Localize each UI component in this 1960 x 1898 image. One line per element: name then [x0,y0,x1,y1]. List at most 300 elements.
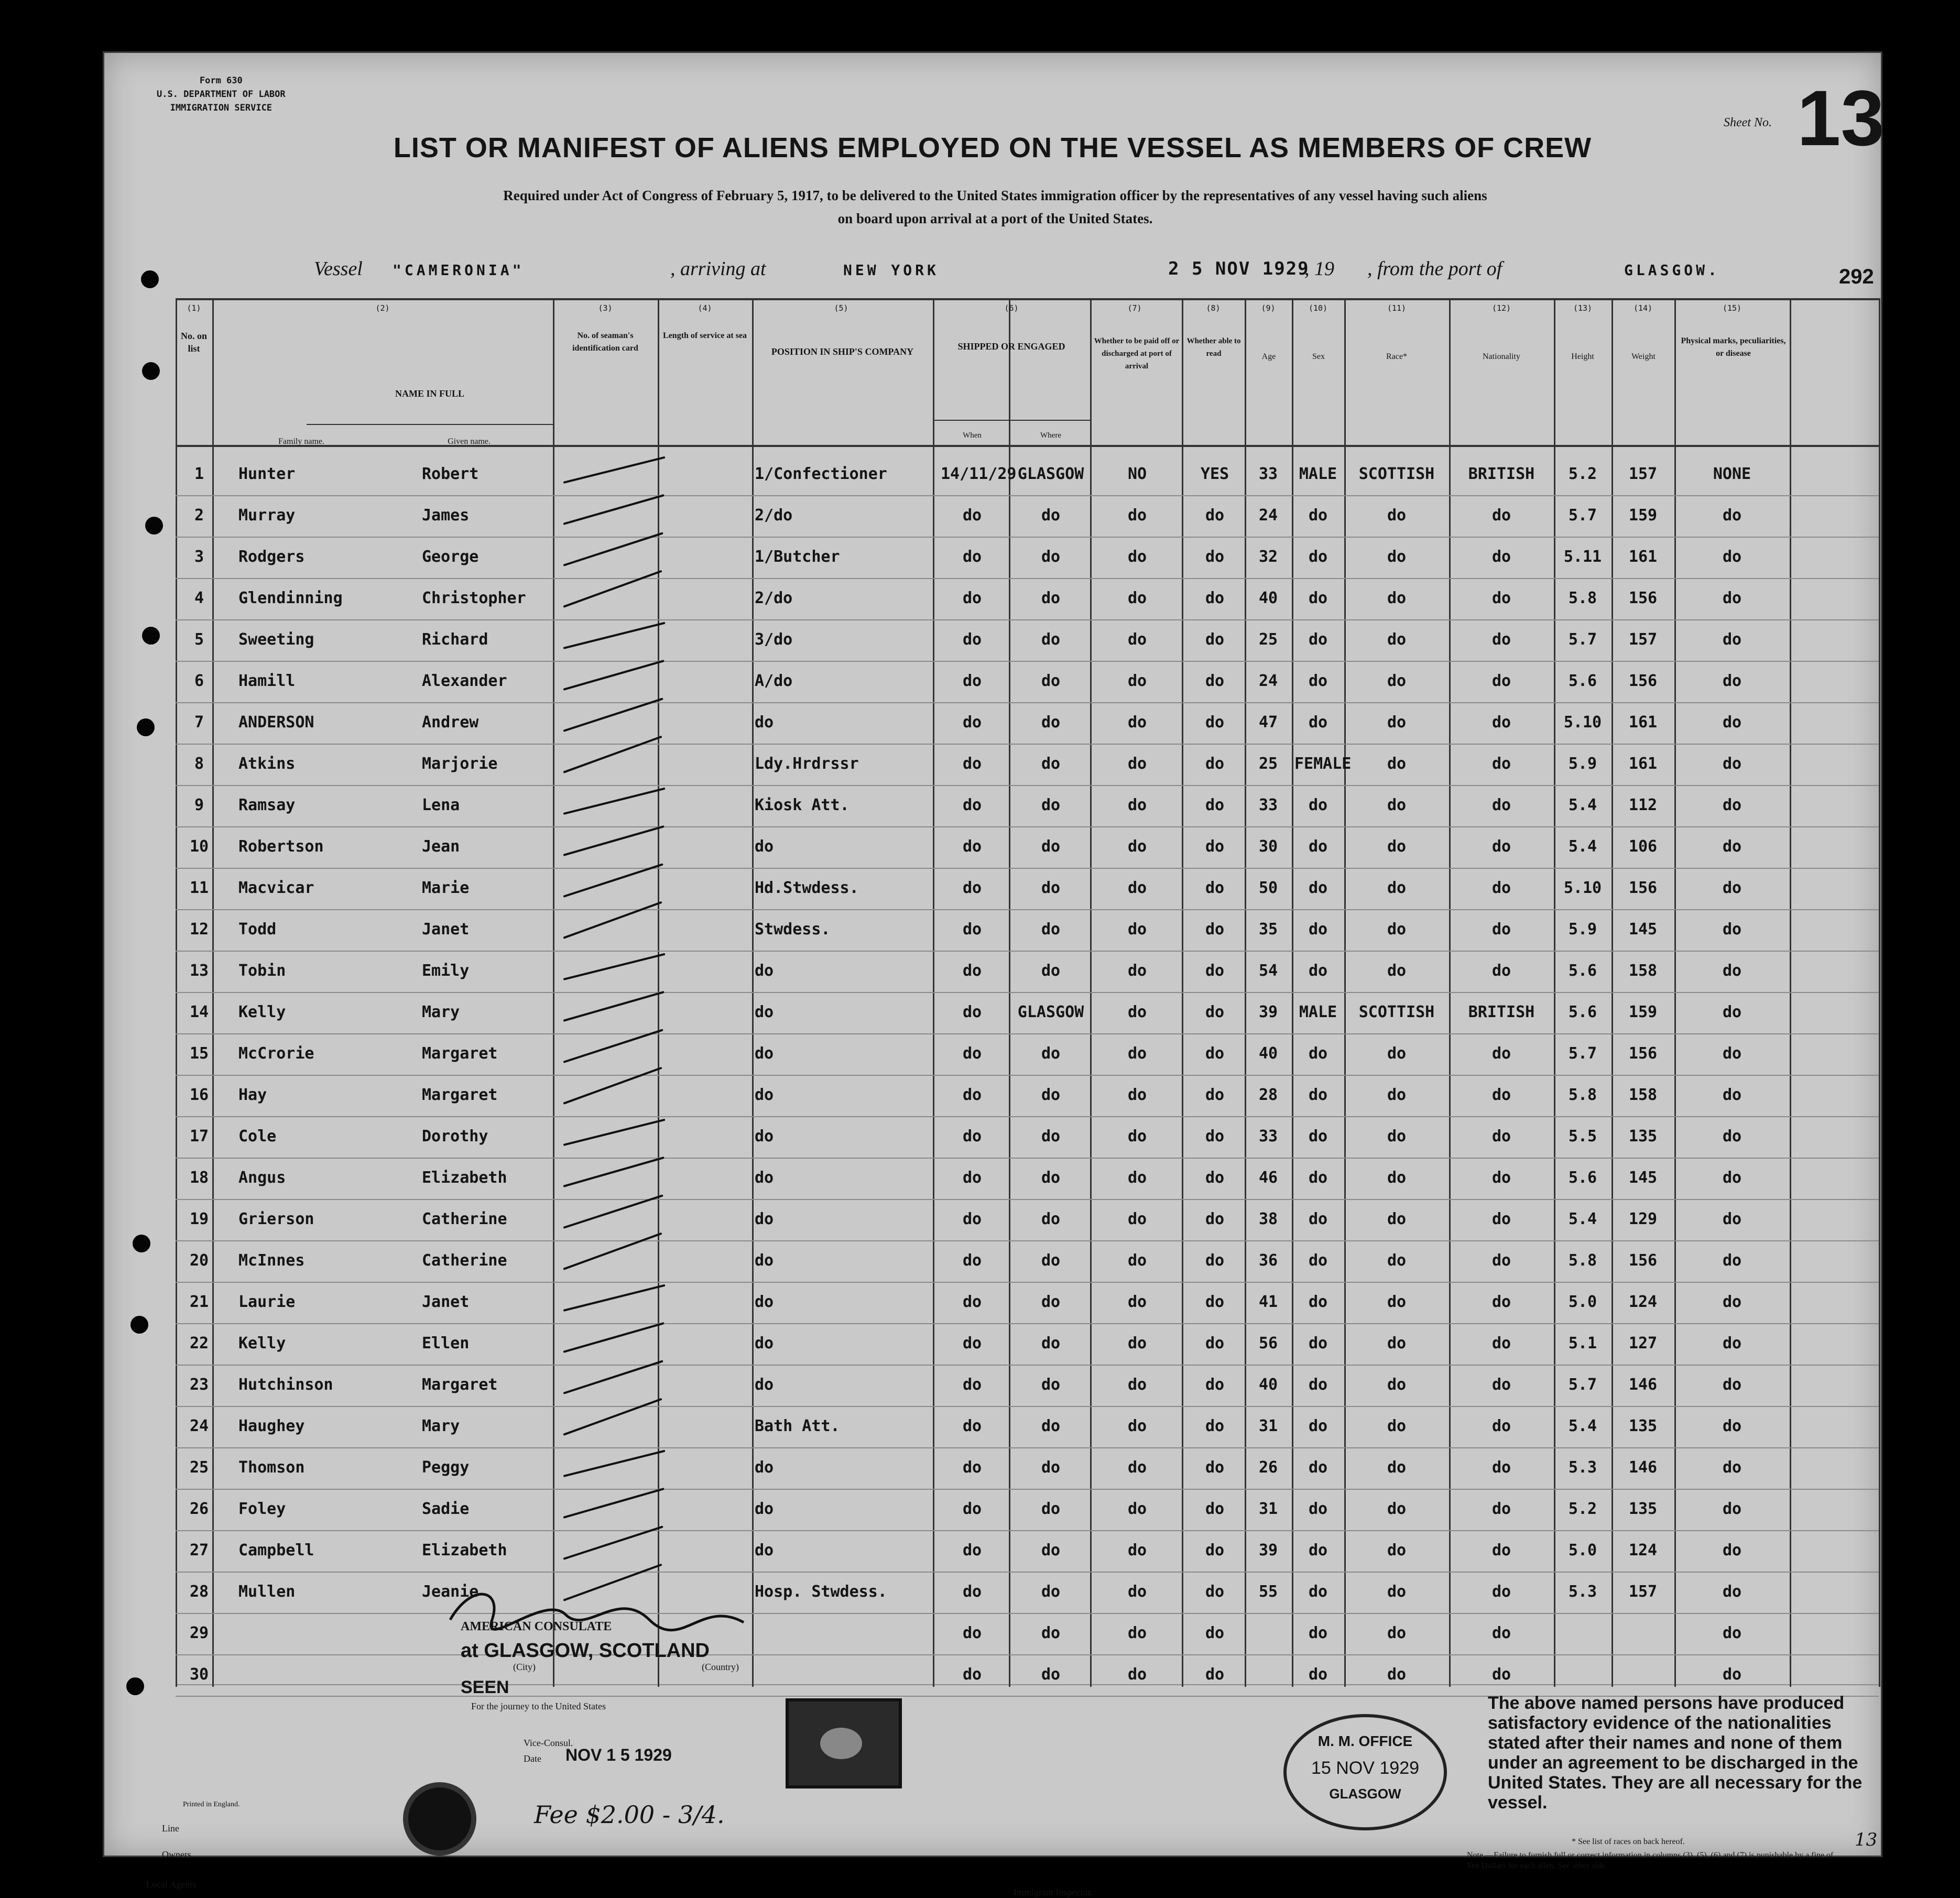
col-nationality-header: Nationality [1483,352,1520,361]
cell-marks: do [1722,672,1742,690]
cell-age: 54 [1258,962,1278,980]
cell-no: 23 [189,1376,209,1394]
cell-where: do [1041,1251,1061,1270]
cell-weight: 124 [1628,1541,1658,1559]
cell-race: do [1387,548,1407,566]
document-subtitle [303,184,1687,230]
cell-position: do [755,1334,774,1352]
cell-family: Cole [238,1127,277,1146]
cell-family: McInnes [238,1251,305,1270]
cell-race: do [1387,1127,1407,1146]
cell-where: do [1041,1417,1061,1435]
cell-when: do [962,548,982,566]
mm-office-date: 15 NOV 1929 [1311,1758,1420,1778]
cell-when: 14/11/29 [941,465,1017,483]
cell-read: do [1205,1210,1225,1228]
cell-age: 32 [1258,548,1278,566]
cell-nat: do [1491,962,1511,980]
table-row [176,580,1879,621]
cell-weight: 145 [1628,920,1658,939]
cell-paid: do [1127,1665,1147,1684]
cell-sex: do [1308,1169,1328,1187]
mm-office-stamp [1283,1714,1447,1830]
cell-position: do [755,1251,774,1270]
cell-marks: do [1722,1334,1742,1352]
cell-read: do [1205,589,1225,607]
cell-no: 22 [189,1334,209,1352]
cell-when: do [962,1458,982,1477]
cell-where: do [1041,837,1061,856]
cell-age: 31 [1258,1500,1278,1518]
cell-marks: do [1722,548,1742,566]
cell-family: Thomson [238,1458,305,1477]
cell-family: Hutchinson [238,1376,333,1394]
cell-family: Kelly [238,1003,286,1021]
cell-sex: MALE [1299,1003,1337,1021]
table-row [176,911,1879,953]
cell-sex: do [1308,713,1328,732]
cell-family: Robertson [238,837,324,856]
cell-read: do [1205,548,1225,566]
consulate-line-1: AMERICAN CONSULATE [461,1620,612,1633]
cell-position: do [755,837,774,856]
cell-paid: do [1127,1500,1147,1518]
city-label: (City) [513,1662,536,1672]
arriving-label: , arriving at [670,258,766,280]
cell-when: do [962,713,982,732]
cell-where: do [1041,879,1061,897]
cell-height: 5.10 [1563,713,1602,732]
column-number: (3) [598,303,613,313]
cell-marks: do [1722,920,1742,939]
cell-sex: do [1308,1665,1328,1684]
cell-height: 5.7 [1568,1044,1597,1063]
cell-race: do [1387,1500,1407,1518]
cell-paid: do [1127,1334,1147,1352]
cell-nat: do [1491,837,1511,856]
from-label: , from the port of [1367,258,1502,280]
cell-when: do [962,1500,982,1518]
cell-position: 1/Butcher [755,548,840,566]
cell-paid: do [1127,548,1147,566]
col-shipped-header: SHIPPED OR ENGAGED [957,341,1065,352]
cell-age: 39 [1258,1003,1278,1021]
cell-height: 5.7 [1568,630,1597,649]
cell-position: Kiosk Att. [755,796,850,814]
cell-no: 11 [189,879,209,897]
cell-paid: do [1127,630,1147,649]
cell-nat: do [1491,796,1511,814]
cell-no: 15 [189,1044,209,1063]
cell-no: 6 [194,672,204,690]
cell-when: do [962,1417,982,1435]
cell-age: 25 [1258,630,1278,649]
cell-family: Laurie [238,1293,296,1311]
cell-position: do [755,1210,774,1228]
cell-no: 21 [189,1293,209,1311]
cell-no: 10 [189,837,209,856]
table-row [176,1283,1879,1325]
cell-where: do [1041,1334,1061,1352]
cell-read: do [1205,672,1225,690]
cell-height: 5.8 [1568,1251,1597,1270]
cell-height: 5.2 [1568,1500,1597,1518]
cell-sex: do [1308,506,1328,525]
cell-where: do [1041,1293,1061,1311]
cell-read: do [1205,962,1225,980]
cell-marks: do [1722,1086,1742,1104]
col-height-header: Height [1571,352,1594,361]
column-number: (8) [1206,303,1221,313]
cell-sex: do [1308,962,1328,980]
cell-marks: do [1722,755,1742,773]
column-number: (2) [375,303,390,313]
cell-when: do [962,962,982,980]
cell-paid: do [1127,1127,1147,1146]
cell-race: do [1387,1417,1407,1435]
cell-given: Janet [422,920,470,939]
subtitle-line-1: Required under Act of Congress of February 5, 1917, to be delivered to the United States immigration officer by the representatives of any vessel having such aliens [503,188,1487,203]
cell-read: YES [1200,465,1229,483]
cell-when: do [962,589,982,607]
manifest-sheet [103,51,1885,1897]
cell-weight: 157 [1628,630,1658,649]
cell-weight: 129 [1628,1210,1658,1228]
service-name: IMMIGRATION SERVICE [170,103,273,113]
cell-family: Sweeting [238,630,314,649]
cell-height: 5.11 [1563,548,1602,566]
cell-no: 26 [189,1500,209,1518]
col-race-header: Race* [1386,352,1407,361]
cell-given: Jeanie [422,1583,479,1601]
cell-where: do [1041,1624,1061,1642]
cell-sex: do [1308,796,1328,814]
cell-family: Murray [238,506,296,525]
cell-marks: do [1722,1665,1742,1684]
table-row [176,1242,1879,1284]
binder-hole [130,1316,148,1334]
cell-when: do [962,1003,982,1021]
cell-paid: do [1127,1376,1147,1394]
cell-read: do [1205,630,1225,649]
table-row [176,1201,1879,1242]
card-check-stroke [563,953,666,980]
cell-nat: do [1491,1293,1511,1311]
cell-read: do [1205,506,1225,525]
cell-position: do [755,1293,774,1311]
cell-age: 24 [1258,506,1278,525]
cell-given: Ellen [422,1334,470,1352]
vessel-name: "CAMERONIA" [393,261,525,279]
cell-marks: do [1722,1417,1742,1435]
vice-consul-label: Vice-Consul. [524,1738,573,1748]
cell-read: do [1205,1583,1225,1601]
vessel-line [314,257,1755,289]
cell-no: 9 [194,796,204,814]
cell-when: do [962,1624,982,1642]
cell-sex: do [1308,1541,1328,1559]
cell-weight: 124 [1628,1293,1658,1311]
col-paid-header: Whether to be paid off or discharged at port of arrival [1094,337,1180,370]
cell-race: do [1387,672,1407,690]
table-row [176,1118,1879,1160]
table-row [176,1408,1879,1449]
cell-marks: do [1722,630,1742,649]
cell-when: do [962,837,982,856]
cell-sex: do [1308,1044,1328,1063]
cell-age: 26 [1258,1458,1278,1477]
cell-given: Alexander [422,672,507,690]
cell-given: Margaret [422,1044,498,1063]
cell-where: do [1041,755,1061,773]
col-service-header: Length of service at sea [663,331,747,340]
cell-position: do [755,1044,774,1063]
cell-race: do [1387,506,1407,525]
cell-when: do [962,1086,982,1104]
cell-paid: do [1127,879,1147,897]
cell-position: do [755,1003,774,1021]
cell-weight: 159 [1628,1003,1658,1021]
cell-race: do [1387,1583,1407,1601]
cell-read: do [1205,1251,1225,1270]
cell-paid: do [1127,1086,1147,1104]
cell-family: Angus [238,1169,286,1187]
cell-no: 17 [189,1127,209,1146]
cell-nat: do [1491,1417,1511,1435]
cell-height: 5.7 [1568,506,1597,525]
cell-height: 5.4 [1568,1417,1597,1435]
card-check-stroke [563,660,664,691]
cell-marks: NONE [1713,465,1751,483]
cell-sex: do [1308,1583,1328,1601]
cell-sex: do [1308,1624,1328,1642]
cell-weight: 159 [1628,506,1658,525]
cell-when: do [962,1044,982,1063]
cell-age: 41 [1258,1293,1278,1311]
card-check-stroke [563,1284,666,1312]
column-number: (12) [1491,303,1511,313]
cell-family: Hay [238,1086,267,1104]
cell-no: 13 [189,962,209,980]
mm-office-city: GLASGOW [1329,1786,1401,1802]
column-number: (7) [1127,303,1142,313]
cell-marks: do [1722,713,1742,732]
cell-given: Lena [422,796,460,814]
cell-no: 14 [189,1003,209,1021]
cell-age: 33 [1258,796,1278,814]
cell-read: do [1205,713,1225,732]
cell-nat: do [1491,1376,1511,1394]
cell-no: 29 [189,1624,209,1642]
cell-paid: do [1127,1210,1147,1228]
cell-given: Elizabeth [422,1541,507,1559]
cell-age: 38 [1258,1210,1278,1228]
card-check-stroke [563,1157,664,1187]
table-row [176,621,1879,663]
col-read-header: Whether able to read [1186,337,1241,358]
cell-given: Christopher [422,589,526,607]
cell-height: 5.0 [1568,1541,1597,1559]
cell-sex: do [1308,1500,1328,1518]
col-marks-header: Physical marks, peculiarities, or disease [1681,336,1786,358]
cell-no: 27 [189,1541,209,1559]
cell-height: 5.2 [1568,465,1597,483]
cell-where: do [1041,713,1061,732]
table-row [176,1532,1879,1574]
cell-nat: do [1491,1086,1511,1104]
col-no-header: No. on list [180,331,207,354]
cell-sex: do [1308,1251,1328,1270]
column-number: (6) [1004,303,1019,313]
from-port: GLASGOW. [1624,261,1720,279]
cell-read: do [1205,879,1225,897]
cell-no: 19 [189,1210,209,1228]
cell-height: 5.5 [1568,1127,1597,1146]
col-name-header: NAME IN FULL [395,388,464,399]
cell-age: 39 [1258,1541,1278,1559]
table-row [176,787,1879,828]
cell-position: do [755,1376,774,1394]
table-row [176,1035,1879,1077]
cell-sex: do [1308,630,1328,649]
cell-position: 3/do [755,630,793,649]
cell-read: do [1205,755,1225,773]
cell-given: Margaret [422,1086,498,1104]
cell-marks: do [1722,962,1742,980]
cell-when: do [962,672,982,690]
cell-when: do [962,879,982,897]
cell-race: do [1387,1334,1407,1352]
cell-family: Grierson [238,1210,314,1228]
department-name: U.S. DEPARTMENT OF LABOR [157,89,286,100]
cell-position: do [755,1500,774,1518]
cell-weight: 157 [1628,465,1658,483]
cell-where: do [1041,1376,1061,1394]
cell-no: 30 [189,1665,209,1684]
cell-family: Campbell [238,1541,314,1559]
cell-family: Rodgers [238,548,305,566]
cell-given: Mary [422,1417,460,1435]
cell-read: do [1205,1003,1225,1021]
cell-age: 24 [1258,672,1278,690]
cell-read: do [1205,1293,1225,1311]
cell-when: do [962,1334,982,1352]
cell-paid: do [1127,506,1147,525]
cell-marks: do [1722,879,1742,897]
cell-read: do [1205,1417,1225,1435]
cell-given: Catherine [422,1210,507,1228]
cell-marks: do [1722,1376,1742,1394]
form-header [157,74,286,115]
cell-position: do [755,1541,774,1559]
column-number: (10) [1308,303,1328,313]
cell-race: do [1387,1044,1407,1063]
table-row [176,1449,1879,1491]
year-label: , 19 [1304,258,1334,280]
table-row [176,828,1879,870]
cell-height: 5.6 [1568,1003,1597,1021]
nationality-statement: The above named persons have produced satisfactory evidence of the nationalities stated after their names and none of them under an agreement to be discharged in the United States. They are all necessary for the vessel. [1488,1693,1863,1813]
cell-sex: do [1308,1086,1328,1104]
cell-weight: 156 [1628,1044,1658,1063]
cell-weight: 156 [1628,589,1658,607]
cell-family: Hunter [238,465,296,483]
cell-marks: do [1722,796,1742,814]
cell-where: do [1041,1127,1061,1146]
cell-nat: do [1491,630,1511,649]
card-check-stroke [563,991,664,1022]
cell-height: 5.4 [1568,837,1597,856]
penalty-note: Note.—Failure to furnish full or correct information in columns (3), (5), (6) and (7) is punishable by a fine of Ten Dollars for each alien. See other side. [1467,1851,1834,1870]
cell-position: do [755,1169,774,1187]
arriving-port: NEW YORK [843,261,939,279]
cell-marks: do [1722,1541,1742,1559]
cell-weight: 135 [1628,1500,1658,1518]
col-sex-header: Sex [1312,352,1325,361]
cell-age: 40 [1258,1376,1278,1394]
agents-label: Local Agents [146,1879,197,1890]
cell-nat: do [1491,1127,1511,1146]
cell-race: do [1387,1293,1407,1311]
table-row [176,994,1879,1035]
line-label: Line [162,1823,179,1834]
table-row [176,1159,1879,1201]
cell-nat: do [1491,1583,1511,1601]
cell-weight: 135 [1628,1417,1658,1435]
cell-nat: BRITISH [1468,1003,1535,1021]
col-weight-header: Weight [1631,352,1656,361]
column-number: (15) [1722,303,1742,313]
cell-weight: 161 [1628,548,1658,566]
table-row [176,869,1879,911]
cell-race: do [1387,755,1407,773]
cell-position: do [755,1458,774,1477]
cell-when: do [962,755,982,773]
cell-when: do [962,1251,982,1270]
table-row [176,1656,1879,1698]
cell-paid: do [1127,1583,1147,1601]
cell-family: Glendinning [238,589,343,607]
cell-race: do [1387,1210,1407,1228]
column-number: (14) [1633,303,1653,313]
consular-seal [403,1782,476,1856]
card-check-stroke [563,1119,666,1146]
cell-sex: do [1308,1293,1328,1311]
cell-no: 28 [189,1583,209,1601]
cell-when: do [962,920,982,939]
binder-hole [142,627,160,645]
cell-weight: 156 [1628,1251,1658,1270]
cell-paid: do [1127,672,1147,690]
cell-read: do [1205,1376,1225,1394]
cell-nat: do [1491,1665,1511,1684]
cell-age: 46 [1258,1169,1278,1187]
cell-family: Haughey [238,1417,305,1435]
cell-paid: do [1127,1624,1147,1642]
card-check-stroke [563,622,666,649]
cell-read: do [1205,920,1225,939]
cell-age: 40 [1258,589,1278,607]
cell-family: McCrorie [238,1044,314,1063]
cell-sex: do [1308,920,1328,939]
cell-age: 40 [1258,1044,1278,1063]
cell-position: Hd.Stwdess. [755,879,859,897]
inspector-label: Immigrant Inspector. [1014,1887,1093,1897]
vessel-label: Vessel [314,258,363,280]
table-row [176,538,1879,580]
cell-nat: BRITISH [1468,465,1535,483]
cell-given: Robert [422,465,479,483]
